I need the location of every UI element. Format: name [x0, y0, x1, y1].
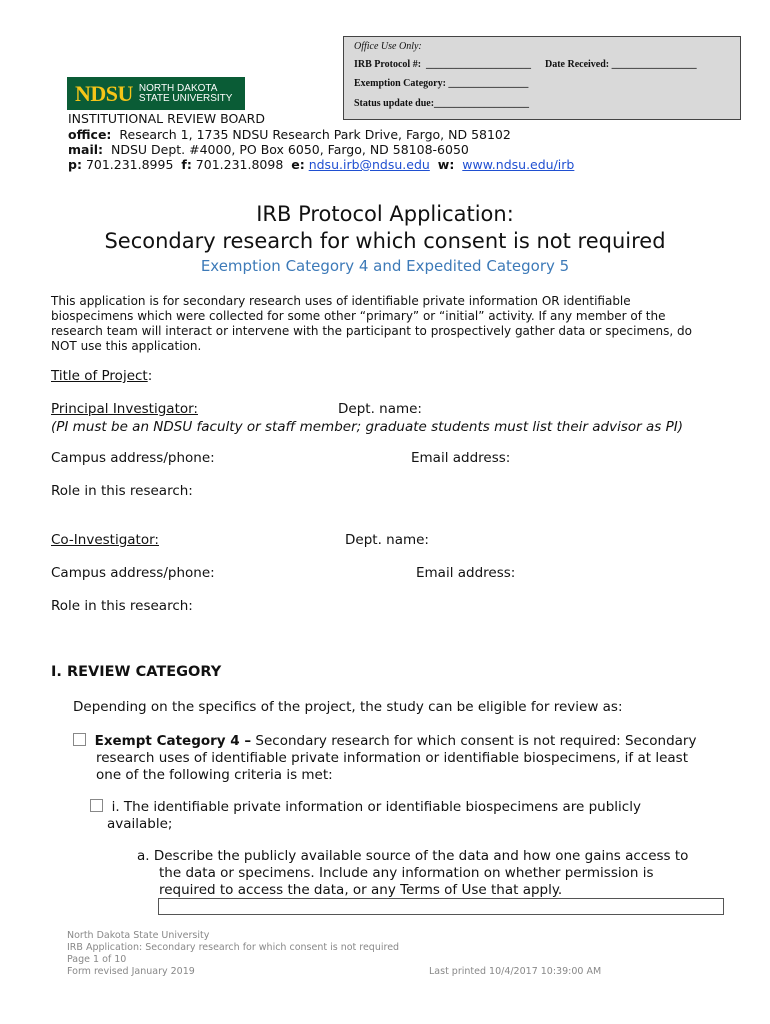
fax-label: f: — [181, 157, 192, 172]
mail-label: mail: — [68, 142, 104, 157]
co-campus-address-label[interactable]: Campus address/phone: — [51, 565, 215, 581]
web-label: w: — [437, 157, 455, 172]
question-a-line2: the data or specimens. Include any information on whether permission is — [159, 865, 654, 881]
footer-org: North Dakota State University — [67, 930, 210, 941]
intro-line: NOT use this application. — [51, 339, 202, 353]
intro-paragraph — [51, 294, 731, 354]
intro-line: This application is for secondary research uses of identifiable private information OR identifiable — [51, 294, 631, 308]
logo-line2: STATE UNIVERSITY — [138, 92, 233, 104]
ndsu-logo — [67, 77, 245, 110]
phone-label: p: — [68, 157, 82, 172]
criterion-i-text: i. The identifiable private information or identifiable biospecimens are publicly — [111, 799, 641, 815]
logo-mark: NDSU — [75, 80, 133, 106]
intro-line: research team will interact or intervene with the participant to prospectively gather data or specimens, do — [51, 324, 692, 338]
page-title-line2: Secondary research for which consent is not required — [104, 229, 666, 253]
page-subtitle: Exemption Category 4 and Expedited Category 5 — [200, 257, 570, 275]
date-received-field: Date Received: _________________ — [545, 59, 697, 70]
office-use-box — [343, 36, 741, 120]
logo-text — [133, 84, 233, 104]
question-a-line3: required to access the data, or any Terms of Use that apply. — [159, 882, 563, 898]
page-title: IRB Protocol Application: — [256, 202, 514, 226]
review-category-heading: I. REVIEW CATEGORY — [51, 664, 222, 680]
irb-protocol-field: IRB Protocol #: _____________________ — [354, 59, 532, 70]
board-name: INSTITUTIONAL REVIEW BOARD — [68, 111, 265, 126]
footer-block — [67, 930, 399, 978]
office-line — [68, 127, 511, 143]
phone-value: 701.231.8995 — [85, 157, 174, 172]
co-role-label[interactable]: Role in this research: — [51, 598, 193, 614]
question-a — [137, 848, 737, 899]
office-use-heading: Office Use Only: — [354, 41, 422, 52]
logo-line1: NORTH DAKOTA — [138, 82, 218, 94]
pi-label[interactable]: Principal Investigator: — [51, 401, 198, 417]
criterion-i-option — [90, 799, 730, 833]
exempt-desc-line3: one of the following criteria is met: — [96, 767, 333, 783]
exempt-desc-line2: research uses of identifiable private information or identifiable biospecimens, if at least — [96, 750, 688, 766]
exempt-category-4-desc: Secondary research for which consent is not required: Secondary — [251, 733, 697, 749]
status-update-field: Status update due:___________________ — [354, 98, 530, 109]
footer-doc: IRB Application: Secondary research for which consent is not required — [67, 942, 400, 953]
footer-page: Page 1 of 10 — [67, 954, 127, 965]
exempt-category-4-option — [73, 733, 733, 784]
title-of-project-label[interactable] — [51, 368, 152, 384]
irb-email-link[interactable]: ndsu.irb@ndsu.edu — [308, 157, 430, 172]
criterion-i-text-line2: available; — [107, 816, 173, 832]
pi-email-label[interactable]: Email address: — [411, 450, 511, 466]
email-label: e: — [291, 157, 305, 172]
exempt-category-4-checkbox[interactable] — [73, 733, 86, 746]
intro-line: biospecimens which were collected for some other “primary” or “initial” activity. If any member of the — [51, 309, 666, 323]
co-dept-label[interactable]: Dept. name: — [345, 532, 429, 548]
title-colon: : — [147, 368, 153, 384]
office-value: Research 1, 1735 NDSU Research Park Drive, Fargo, ND 58102 — [119, 127, 511, 142]
contact-line — [68, 157, 574, 173]
irb-website-link[interactable]: www.ndsu.edu/irb — [462, 157, 575, 172]
criterion-i-checkbox[interactable] — [90, 799, 103, 812]
office-label: office: — [68, 127, 112, 142]
mail-line — [68, 142, 469, 158]
footer-printed: Last printed 10/4/2017 10:39:00 AM — [429, 966, 602, 977]
co-investigator-label[interactable]: Co-Investigator: — [51, 532, 159, 548]
pi-role-label[interactable]: Role in this research: — [51, 483, 193, 499]
pi-dept-label[interactable]: Dept. name: — [338, 401, 422, 417]
question-a-line1: a. Describe the publicly available source of the data and how one gains access to — [137, 848, 689, 864]
fax-value: 701.231.8098 — [195, 157, 284, 172]
exempt-category-4-title: Exempt Category 4 – — [94, 733, 252, 749]
co-email-label[interactable]: Email address: — [416, 565, 516, 581]
footer-revised: Form revised January 2019 — [67, 966, 195, 977]
exemption-category-field: Exemption Category: ________________ — [354, 78, 529, 89]
review-category-intro: Depending on the specifics of the project, the study can be eligible for review as: — [73, 699, 623, 715]
mail-value: NDSU Dept. #4000, PO Box 6050, Fargo, ND 58108-6050 — [110, 142, 469, 157]
pi-campus-address-label[interactable]: Campus address/phone: — [51, 450, 215, 466]
title-of-project-text: Title of Project — [51, 368, 148, 384]
question-a-answer-field[interactable] — [158, 898, 724, 915]
pi-note: (PI must be an NDSU faculty or staff member; graduate students must list their advisor as PI) — [51, 419, 683, 435]
